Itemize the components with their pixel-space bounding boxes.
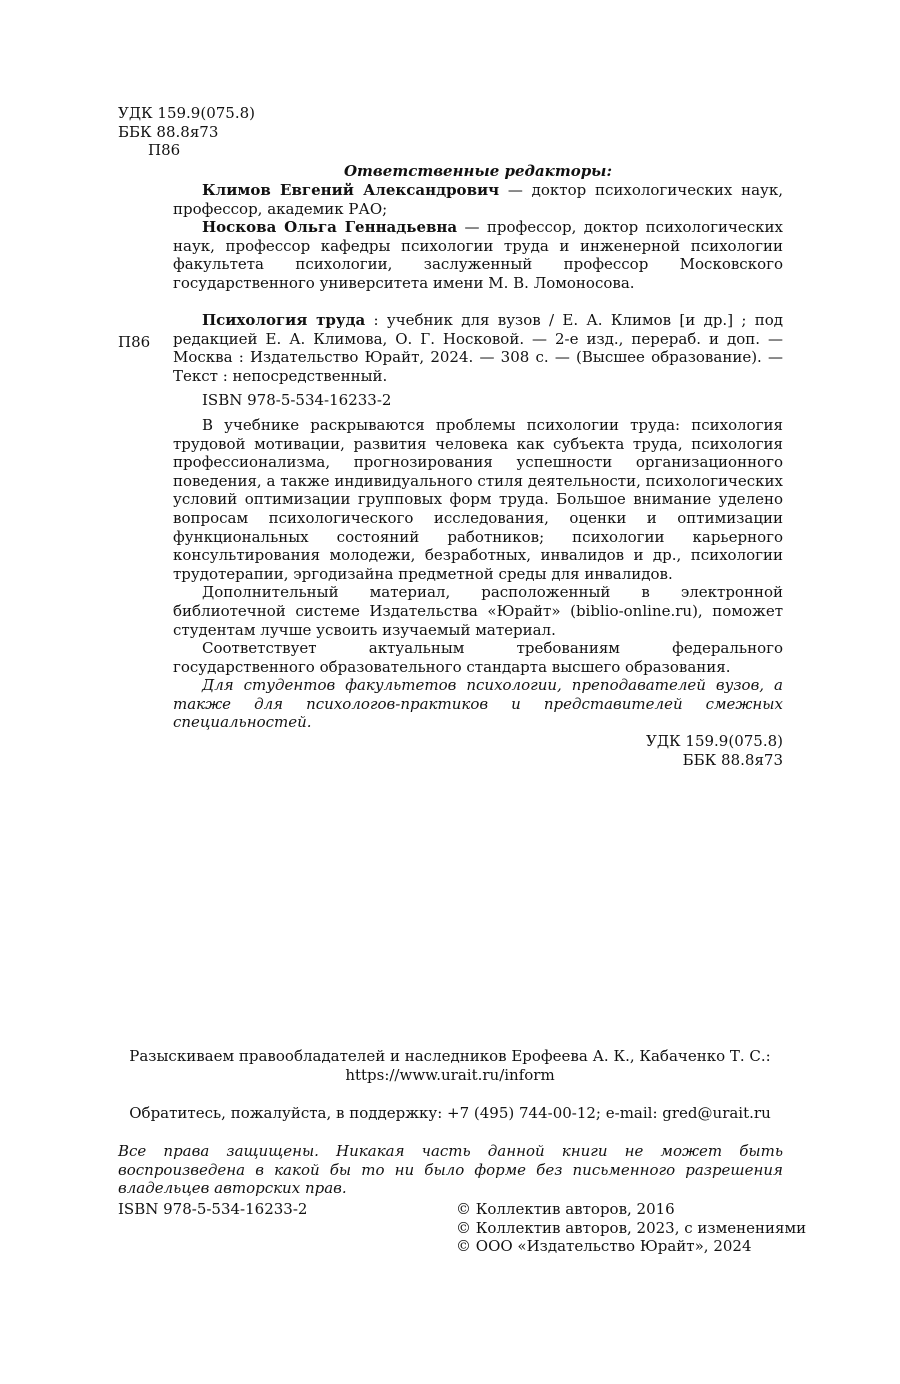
bibliographic-rest: : учебник для вузов / Е. А. Климов [и др.] ; под редакцией Е. А. Климова, О. Г. Носковой. — 2-е изд., перераб. и доп. — Москва : Издательство Юрайт, 2024. — 308 с. — (Высшее образование). — Текст : непосредственный.: [173, 311, 783, 385]
editor-description: — доктор психологических наук, профессор, академик РАО;: [173, 181, 783, 218]
editors-heading: Ответственные редакторы:: [343, 162, 612, 180]
rights-holders-search: [100, 1047, 800, 1084]
bibliographic-record: [173, 311, 783, 769]
author-mark: П86: [148, 141, 181, 160]
editor-name: Климов Евгений Александрович: [202, 181, 500, 199]
annotation-paragraph: Соответствует актуальным требованиям федерального государственного образовательного стандарта высшего образования.: [173, 639, 783, 676]
support-contact: Обратитесь, пожалуйста, в поддержку: +7 (495) 744-00-12; e-mail: gred@urait.ru: [129, 1104, 771, 1122]
footer-isbn: ISBN 978-5-534-16233-2: [118, 1200, 308, 1218]
annotation-paragraph: Дополнительный материал, расположенный в электронной библиотечной системе Издательства «Юрайт» (biblio-online.ru), поможет студентам лучше усвоить изучаемый материал.: [173, 583, 783, 639]
rights-holders-link[interactable]: https://www.urait.ru/inform: [345, 1065, 555, 1084]
udk-code: УДК 159.9(075.8): [118, 104, 255, 122]
book-title: Психология труда: [202, 311, 366, 329]
editor-description: — профессор, доктор психологических наук, профессор кафедры психологии труда и инженерной психологии факультета психологии, заслуженный профессор Московского государственного университета имени М. В. Ломоносова.: [173, 218, 783, 292]
rights-notice: Все права защищены. Никакая часть данной книги не может быть воспроизведена в какой бы то ни было форме без письменного разрешения владельцев авторских прав.: [118, 1142, 783, 1198]
bibliographic-description: [173, 311, 783, 385]
annotation-paragraph: В учебнике раскрываются проблемы психологии труда: психология трудовой мотивации, развития человека как субъекта труда, психология профессионализма, прогнозирования успешности организационного поведения, а также индивидуального стиля деятельности, психологических условий оптимизации групповых форм труда. Большое внимание уделено вопросам психологического исследования, оценки и оптимизации функциональных состояний работников; психологии карьерного консультирования молодежи, безработных, инвалидов и др., психологии трудотерапии, эргодизайна предметной среды для инвалидов.: [173, 415, 783, 583]
bbk-code-bottom: ББК 88.8я73: [682, 750, 783, 769]
copyright-line: © Коллектив авторов, 2016: [456, 1200, 675, 1218]
editor-entry: [173, 218, 783, 292]
udk-code-bottom: УДК 159.9(075.8): [646, 732, 783, 751]
copyright-line: © Коллектив авторов, 2023, с изменениями: [456, 1218, 807, 1237]
editor-name: Носкова Ольга Геннадьевна: [202, 218, 458, 237]
bibliographic-isbn: ISBN 978-5-534-16233-2: [202, 391, 392, 410]
copyright-line: © ООО «Издательство Юрайт», 2024: [456, 1237, 752, 1256]
editor-entry: [173, 181, 783, 218]
copyright-list: [456, 1200, 806, 1256]
editors-list: [173, 181, 783, 293]
classification-block: [118, 104, 255, 160]
rights-holders-line: Разыскиваем правообладателей и наследников Ерофеева А. К., Кабаченко Т. С.:: [129, 1047, 771, 1065]
audience-note: Для студентов факультетов психологии, преподавателей вузов, а также для психологов-практиков и представителей смежных специальностей.: [173, 676, 783, 732]
bibliographic-mark: П86: [118, 333, 151, 351]
bbk-code: ББК 88.8я73: [118, 122, 219, 141]
